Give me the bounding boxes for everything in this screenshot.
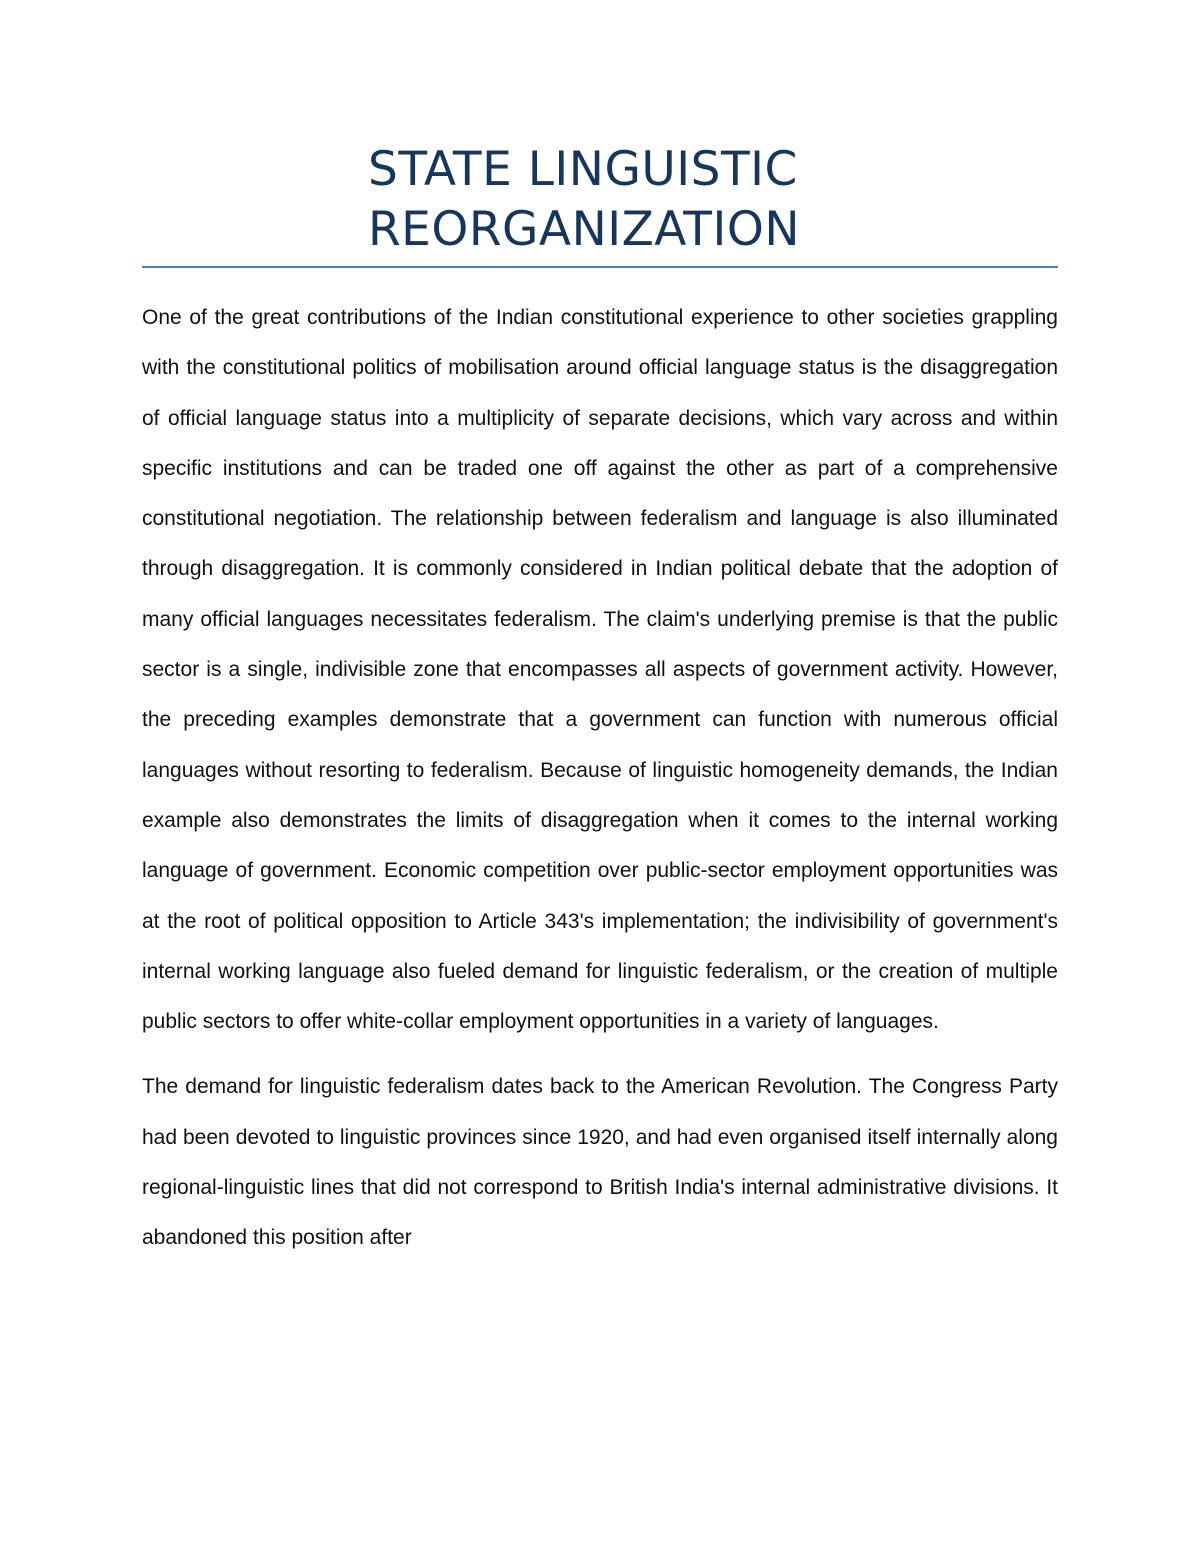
paragraph-2: The demand for linguistic federalism dates back to the American Revolution. The Congress Party had been devoted to linguistic provinces since 1920, and had even organised itself internally along regional-linguistic lines that did not correspond to British India's internal administrative divisions. It abandoned this position after	[142, 1075, 1058, 1250]
document-body	[142, 293, 1058, 1264]
paragraph-1: One of the great contributions of the Indian constitutional experience to other societies grappling with the constitutional politics of mobilisation around official language status is the disaggregation of official language status into a multiplicity of separate decisions, which vary across and within specific institutions and can be traded one off against the other as part of a comprehensive constitutional negotiation. The relationship between federalism and language is also illuminated through disaggregation. It is commonly considered in Indian political debate that the adoption of many official languages necessitates federalism. The claim's underlying premise is that the public sector is a single, indivisible zone that encompasses all aspects of government activity. However, the preceding examples demonstrate that a government can function with numerous official languages without resorting to federalism. Because of linguistic homogeneity demands, the Indian example also demonstrates the limits of disaggregation when it comes to the internal working language of government. Economic competition over public-sector employment opportunities was at the root of political opposition to Article 343's implementation; the indivisibility of government's internal working language also fueled demand for linguistic federalism, or the creation of multiple public sectors to offer white-collar employment opportunities in a variety of languages.	[142, 306, 1058, 1034]
document-title	[368, 140, 1068, 260]
title-underline	[142, 266, 1058, 268]
title-line-1: STATE LINGUISTIC	[368, 142, 798, 197]
title-line-2: REORGANIZATION	[368, 202, 801, 257]
